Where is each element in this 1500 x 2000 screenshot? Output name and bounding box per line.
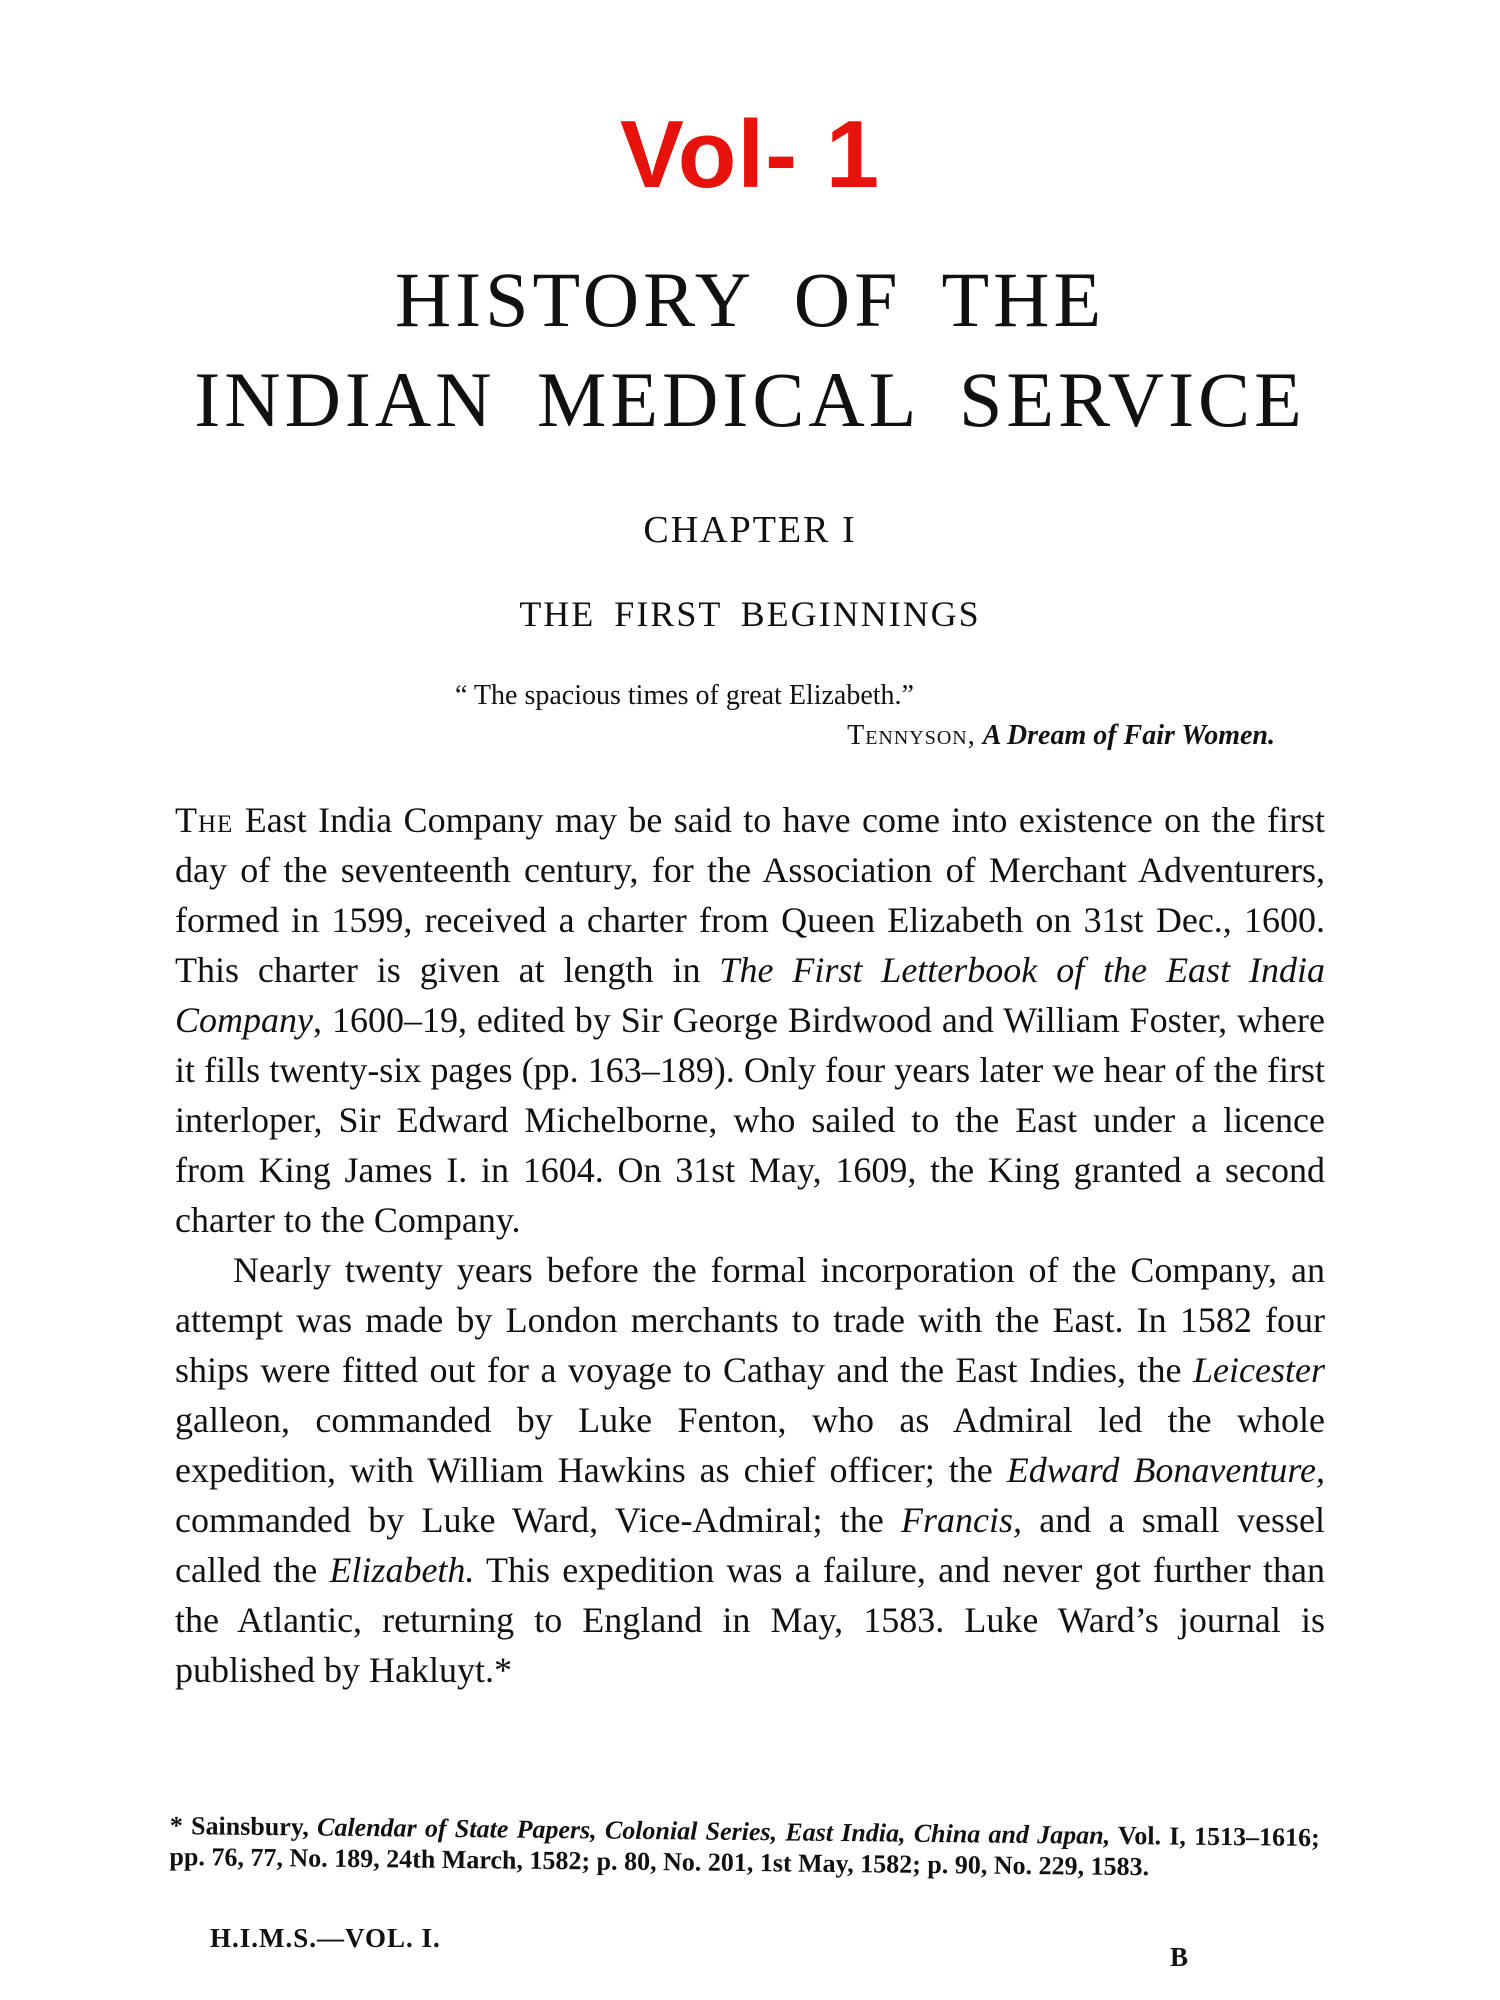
volume-label: Vol- 1 <box>619 101 881 208</box>
book-title-line-1: HISTORY OF THE <box>394 256 1106 343</box>
paragraph-1-text-a: East India Company may be said to have come into existence on the first day of the seventeenth century, for the Association of Merchant Adventurers, formed in 1599, received a charter from Queen Elizabeth on 31st Dec., 1600. This charter is given at length in <box>175 800 1325 990</box>
footnote-mark: * Sainsbury, <box>169 1811 318 1842</box>
book-title-line-2: INDIAN MEDICAL SERVICE <box>194 356 1306 443</box>
signature-mark: B <box>1170 1942 1189 1972</box>
paragraph-1-text-b: , 1600–19, edited by Sir George Birdwood and William Foster, where it fills twenty-six pages (pp. 163–189). Only four years later we hear of the first interloper, Sir Edward Michelborne, who sailed to the East under a licence from King James I. in 1604. On 31st May, 1609, the King granted a second charter to the Company. <box>175 1000 1325 1240</box>
footnote-details: Vol. I, 1513–1616; pp. 76, 77, No. 189, 24th March, 1582; p. 80, No. 201, 1st May, 1582; p. 90, No. 229, 1583. <box>169 1820 1320 1882</box>
ship-name-francis: Francis, <box>901 1500 1022 1540</box>
chapter-title: THE FIRST BEGINNINGS <box>519 594 981 634</box>
epigraph-work: A Dream of Fair Women. <box>982 720 1275 751</box>
paragraph-2-text-a: Nearly twenty years before the formal incorporation of the Company, an attempt was made by London merchants to trade with the East. In 1582 four ships were fitted out for a voyage to Cathay and the East Indies, the <box>175 1250 1325 1390</box>
epigraph-author: Tennyson, <box>847 720 976 751</box>
chapter-number: CHAPTER I <box>643 509 857 551</box>
body-text <box>175 795 1325 1695</box>
paragraph-1 <box>175 795 1325 1245</box>
paragraph-2 <box>175 1245 1325 1695</box>
paragraph-2-text-d: and a small vessel called the <box>175 1500 1325 1590</box>
signature-line: H.I.M.S.—VOL. I. <box>210 1923 441 1953</box>
paragraph-lead-word: The <box>175 800 234 840</box>
footnote <box>169 1810 1320 1884</box>
ship-name-edward-bonaventure: Edward Bonaventure, <box>1006 1450 1325 1490</box>
ship-name-leicester: Leicester <box>1193 1350 1325 1390</box>
footnote-source: Calendar of State Papers, Colonial Series, East India, China and Japan, <box>316 1812 1111 1850</box>
paragraph-2-text-c: commanded by Luke Ward, Vice-Admiral; the <box>175 1500 901 1540</box>
book-reference: The First Letterbook of the East India Company <box>175 950 1325 1040</box>
ship-name-elizabeth: Elizabeth. <box>329 1550 475 1590</box>
paragraph-2-text-e: This expedition was a failure, and never got further than the Atlantic, returning to England in May, 1583. Luke Ward’s journal is published by Hakluyt.* <box>175 1550 1326 1690</box>
epigraph-quote: “ The spacious times of great Elizabeth.” <box>455 680 914 711</box>
epigraph-attribution <box>847 720 1275 752</box>
paragraph-2-text-b: galleon, commanded by Luke Fenton, who as Admiral led the whole expedition, with William Hawkins as chief officer; the <box>175 1400 1325 1490</box>
